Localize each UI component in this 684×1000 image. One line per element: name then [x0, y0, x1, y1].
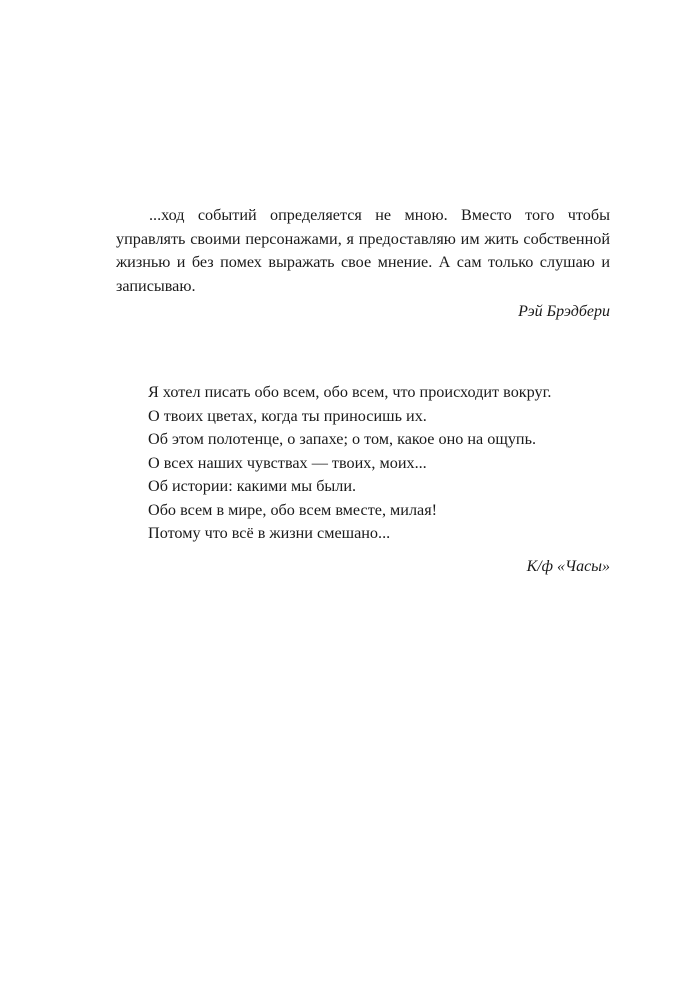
poem-line: Я хотел писать обо всем, обо всем, что происходит вокруг. — [148, 383, 552, 401]
poem-line: Об этом полотенце, о запахе; о том, какое оно на ощупь. — [148, 430, 537, 448]
epigraph-source: К/ф «Часы» — [526, 557, 610, 575]
poem-line: Об истории: какими мы были. — [148, 477, 357, 495]
poem-line: Потому что всё в жизни смешано... — [148, 524, 391, 542]
poem-line: О всех наших чувствах — твоих, моих... — [148, 453, 427, 472]
poem-lines — [148, 381, 610, 546]
epigraph-the-hours — [116, 381, 610, 578]
poem-line: Обо всем в мире, обо всем вместе, милая! — [148, 500, 438, 519]
epigraph-quote-text: ...ход событий определяется не мною. Вместо того чтобы управлять своими персонажами, я предоставляю им жить собственной жизнью и без помех выражать свое мнение. А сам только слушаю и записываю. — [116, 206, 610, 295]
epigraph-author: Рэй Брэдбери — [518, 303, 610, 320]
poem-line: О твоих цветах, когда ты приносишь их. — [148, 406, 427, 425]
epigraph-bradbury — [116, 204, 610, 323]
